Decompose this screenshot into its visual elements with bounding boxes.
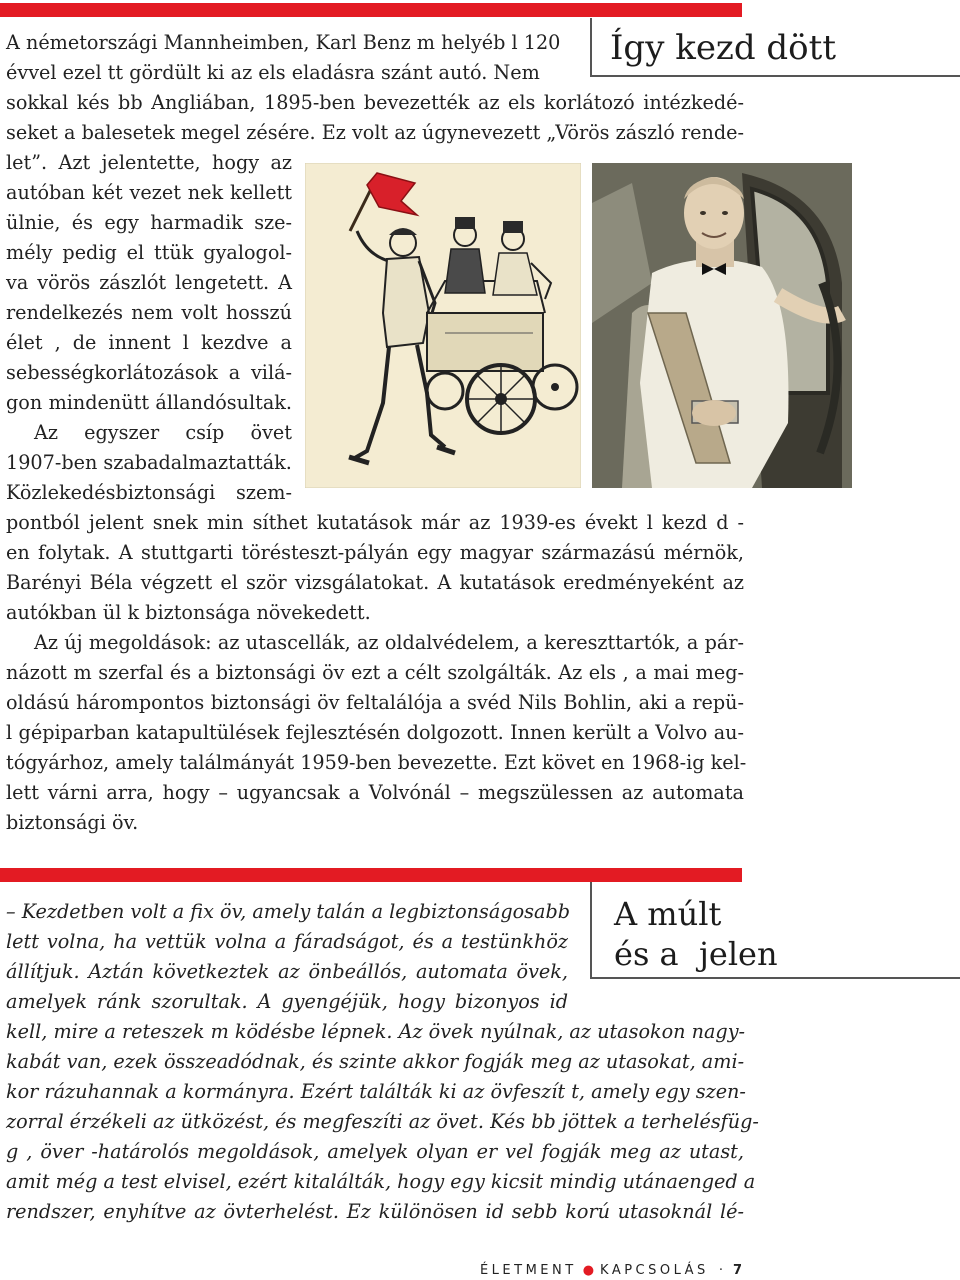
seatbelt-photo — [592, 163, 852, 488]
section2-red-bar — [0, 868, 742, 882]
body-line: élet , de innent l kezdve a — [6, 331, 292, 354]
body-line: rendszer, enyhítve az övterhelést. Ez különösen id sebb korú utasoknál lé- — [6, 1200, 744, 1223]
body-line: Közlekedésbiztonsági szem- — [6, 481, 292, 504]
footer-bullet: ● — [582, 1263, 595, 1278]
body-line: mély pedig el ttük gyalogol- — [6, 241, 292, 264]
body-line: 1907-ben szabadalmaztatták. — [6, 451, 292, 474]
body-line: amit még a test elvisel, ezért kitalálták, hogy egy kicsit mindig utánaenged a — [6, 1170, 756, 1193]
section2-title-line2: és a jelen — [614, 935, 778, 973]
body-line: autóban két vezet nek kellett — [6, 181, 292, 204]
body-line: oldású hárompontos biztonsági öv feltalálója a svéd Nils Bohlin, aki a repü- — [6, 691, 744, 714]
body-line: Az egyszer csíp övet — [34, 421, 292, 444]
body-line: A németországi Mannheimben, Karl Benz m helyéb l 120 — [6, 31, 561, 54]
body-line: let”. Azt jelentette, hogy az — [6, 151, 292, 174]
body-line: gon mindenütt állandósultak. — [6, 391, 292, 414]
body-line: ülnie, és egy harmadik sze- — [6, 211, 292, 234]
red-flag-car-illustration — [305, 163, 581, 488]
section2-title-line1: A múlt — [614, 895, 722, 933]
body-line: sebességkorlátozások a vilá- — [6, 361, 292, 384]
footer-word-1: ÉLETMENT — [479, 1263, 577, 1278]
body-line: zorral érzékeli az ütközést, és megfeszíti az övet. Kés bb jöttek a terhelésfüg- — [6, 1110, 759, 1133]
body-line: rendelkezés nem volt hosszú — [6, 301, 292, 324]
body-line: seket a balesetek megel zésére. Ez volt az úgynevezett „Vörös zászló rende- — [6, 121, 744, 144]
page-footer — [480, 1263, 742, 1278]
body-line: pontból jelent snek min síthet kutatások már az 1939-es évekt l kezd d - — [6, 511, 744, 534]
body-line: amelyek ránk szorultak. A gyengéjük, hogy bizonyos id — [6, 990, 568, 1013]
body-line: Barényi Béla végzett el ször vizsgálatokat. A kutatások eredményeként az — [6, 571, 744, 594]
body-line: évvel ezel tt gördült ki az els eladásra szánt autó. Nem — [6, 61, 540, 84]
body-line: sokkal kés bb Angliában, 1895-ben bevezették az els korlátozó intézkedé- — [6, 91, 744, 114]
body-line: lett volna, ha vettük volna a fáradságot, és a testünkhöz — [6, 930, 568, 953]
section1-title: Így kezd dött — [610, 28, 836, 68]
footer-separator: · — [718, 1263, 723, 1278]
body-line: tógyárhoz, amely találmányát 1959-ben bevezette. Ezt követ en 1968-ig kel- — [6, 751, 747, 774]
body-line: kor rázuhannak a kormányra. Ezért találták ki az övfeszít t, amely egy szen- — [6, 1080, 746, 1103]
body-line: lett várni arra, hogy – ugyancsak a Volvónál – megszülessen az automata — [6, 781, 744, 804]
body-line: Az új megoldások: az utascellák, az oldalvédelem, a kereszttartók, a pár- — [34, 631, 744, 654]
body-line: autókban ül k biztonsága növekedett. — [6, 601, 371, 624]
body-line: állítjuk. Aztán következtek az önbeállós, automata övek, — [6, 960, 568, 983]
body-line: názott m szerfal és a biztonsági öv ezt a célt szolgálták. Az els , a mai meg- — [6, 661, 744, 684]
section1-title-vrule — [590, 18, 592, 76]
section2-title-rule — [590, 977, 960, 979]
body-line: biztonsági öv. — [6, 811, 139, 834]
page-number: 7 — [732, 1263, 742, 1278]
body-line: kell, mire a reteszek m ködésbe lépnek. Az övek nyúlnak, az utasokon nagy- — [6, 1020, 746, 1043]
footer-word-2: KAPCSOLÁS — [600, 1263, 709, 1278]
body-line: – Kezdetben volt a fix öv, amely talán a legbiztonságosabb — [6, 900, 571, 923]
body-line: kabát van, ezek összeadódnak, és szinte akkor fogják meg az utasokat, ami- — [6, 1050, 745, 1073]
body-line: va vörös zászlót lengetett. A — [6, 271, 292, 294]
body-line: g , över -határolós megoldások, amelyek olyan er vel fogják meg az utast, — [6, 1140, 744, 1163]
section2-title-vrule — [590, 882, 592, 978]
section1-red-bar — [0, 3, 742, 17]
body-line: en folytak. A stuttgarti törésteszt-pályán egy magyar származású mérnök, — [6, 541, 744, 564]
body-line: l gépiparban katapultülések fejlesztésén dolgozott. Innen került a Volvo au- — [6, 721, 744, 744]
section1-title-rule — [590, 75, 960, 77]
